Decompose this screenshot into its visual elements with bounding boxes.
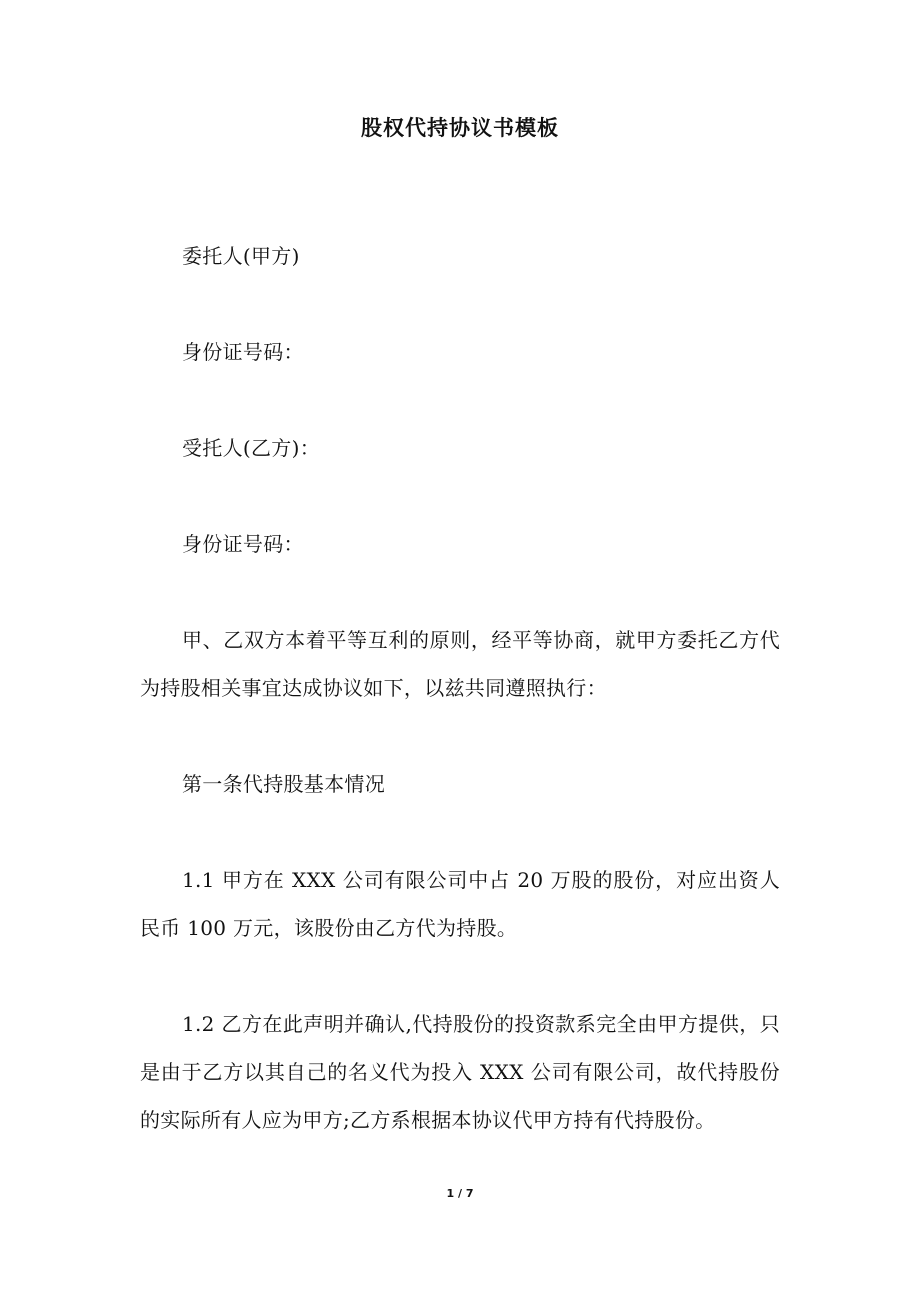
paragraph-trustee-id: 身份证号码：: [182, 532, 304, 556]
document-title: 股权代持协议书模板: [361, 116, 559, 140]
paragraph-trustee: 受托人(乙方)：: [182, 436, 321, 460]
paragraph-preamble: 甲、乙双方本着平等互利的原则，经平等协商，就甲方委托乙方代为持股相关事宜达成协议如下，以兹共同遵照执行：: [140, 628, 780, 700]
page-number: 1 / 7: [446, 1187, 474, 1200]
paragraph-clause-1-2: 1.2 乙方在此声明并确认,代持股份的投资款系完全由甲方提供，只是由于乙方以其自己的名义代为投入 XXX 公司有限公司，故代持股份的实际所有人应为甲方;乙方系根据本协议代甲方持有代持股份。: [140, 1012, 780, 1132]
paragraph-principal: 委托人(甲方): [182, 244, 300, 268]
paragraph-clause-1-1: 1.1 甲方在 XXX 公司有限公司中占 20 万股的股份，对应出资人民币 100 万元，该股份由乙方代为持股。: [140, 868, 780, 940]
paragraph-principal-id: 身份证号码：: [182, 340, 304, 364]
section-heading-article-1: 第一条代持股基本情况: [182, 772, 385, 796]
